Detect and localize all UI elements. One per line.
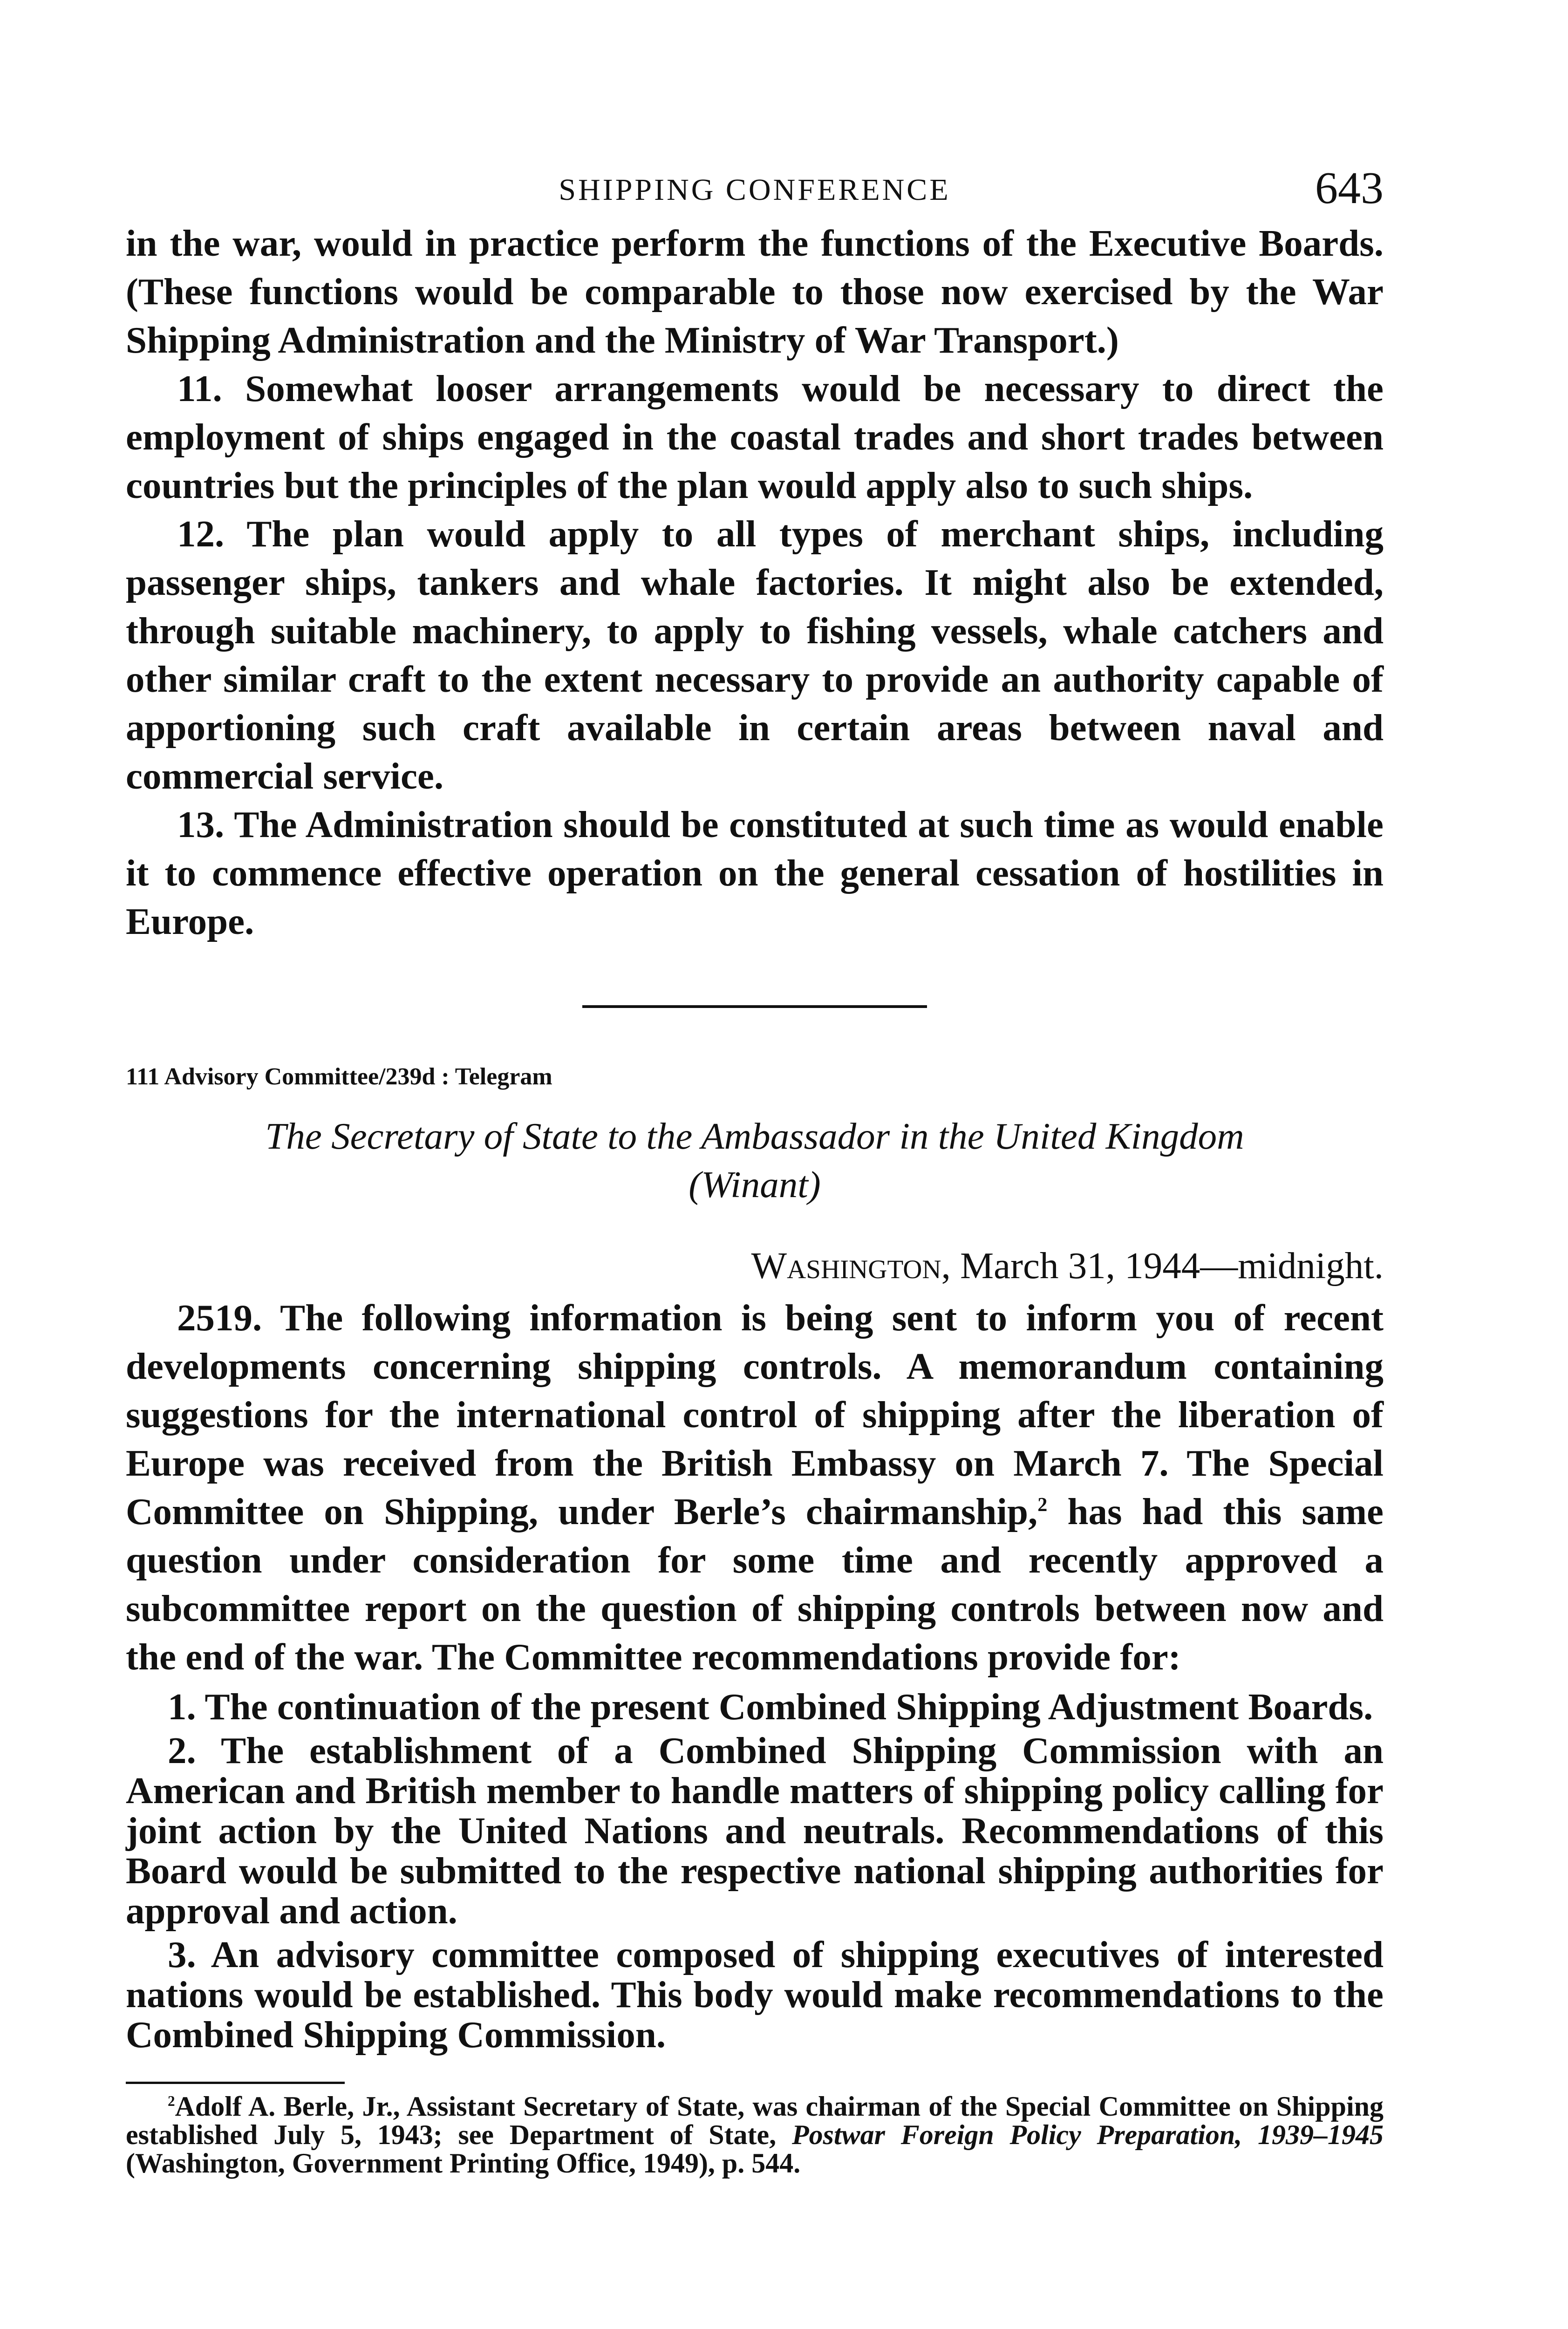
paragraph-13: 13. The Administration should be constituted at such time as would enable it to commence effective operation on the general cessation of hostilities in Europe. xyxy=(126,804,1384,942)
recommendations-list xyxy=(126,1687,1384,2055)
footnote-reference: 2 xyxy=(1037,1494,1048,1516)
footnote-marker: 2 xyxy=(168,2093,175,2109)
telegram-body-continued: has had this same question under consideration for some time and recently approved a subcommittee report on the question of shipping controls between now and the end of the war. The Committee recommendations provide for: xyxy=(126,1491,1384,1678)
running-header xyxy=(126,154,1384,213)
paragraph-12: 12. The plan would apply to all types of merchant ships, including passenger ships, tankers and whale factories. It might also be extended, through suitable machinery, to apply to fishing vessels, whale catchers and other similar craft to the extent necessary to provide an authority capable of apportioning such craft available in certain areas between naval and commercial service. xyxy=(126,513,1384,797)
document-page xyxy=(126,154,1384,2178)
footnote-text: Adolf A. Berle, Jr., Assistant Secretary of State, was chairman of the Special Committee on Shipping established July 5, 1943; see Department of State, xyxy=(126,2091,1384,2150)
footnote-citation-details: (Washington, Government Printing Office, 1949), p. 544. xyxy=(126,2148,801,2179)
footnote-divider xyxy=(126,2082,345,2084)
dateline xyxy=(126,1241,1384,1290)
section-divider xyxy=(582,1005,927,1008)
page-number: 643 xyxy=(1315,163,1384,213)
dateline-date: , March 31, 1944—midnight. xyxy=(941,1245,1384,1287)
dateline-place: Washington xyxy=(751,1245,941,1287)
document-title-line-2: (Winant) xyxy=(689,1164,821,1205)
footnote xyxy=(126,2092,1384,2178)
recommendation-item-2: 2. The establishment of a Combined Shipping Commission with an American and British member to handle matters of shipping policy calling for joint action by the United Nations and neutrals. Recommendations of this Board would be submitted to the respective national shipping authorities for approval and action. xyxy=(126,1730,1384,1932)
running-title: SHIPPING CONFERENCE xyxy=(559,173,951,207)
paragraph-11: 11. Somewhat looser arrangements would be necessary to direct the employment of ships engaged in the coastal trades and short trades between countries but the principles of the plan would apply also to such ships. xyxy=(126,368,1384,506)
document-title xyxy=(126,1112,1384,1209)
document-title-line-1: The Secretary of State to the Ambassador in the United Kingdom xyxy=(265,1115,1244,1157)
recommendation-item-3: 3. An advisory committee composed of shipping executives of interested nations would be established. This body would make recommendations to the Combined Shipping Commission. xyxy=(126,1934,1384,2056)
recommendation-item-1: 1. The continuation of the present Combined Shipping Adjustment Boards. xyxy=(168,1686,1373,1728)
telegram-body-text: 2519. The following information is being sent to inform you of recent developments concerning shipping controls. A memorandum containing suggestions for the international control of shipping after the liberation of Europe was received from the British Embassy on March 7. The Special Committee on Shipping, under Berle’s chairmanship, xyxy=(126,1297,1384,1532)
continued-paragraph: in the war, would in practice perform the functions of the Executive Boards. (These functions would be comparable to those now exercised by the War Shipping Administration and the Ministry of War Transport.) xyxy=(126,222,1384,361)
telegram-body xyxy=(126,1294,1384,1681)
footnote-cited-title: Postwar Foreign Policy Preparation, 1939–1945 xyxy=(791,2119,1384,2150)
file-reference: 111 Advisory Committee/239d : Telegram xyxy=(126,1063,552,1090)
